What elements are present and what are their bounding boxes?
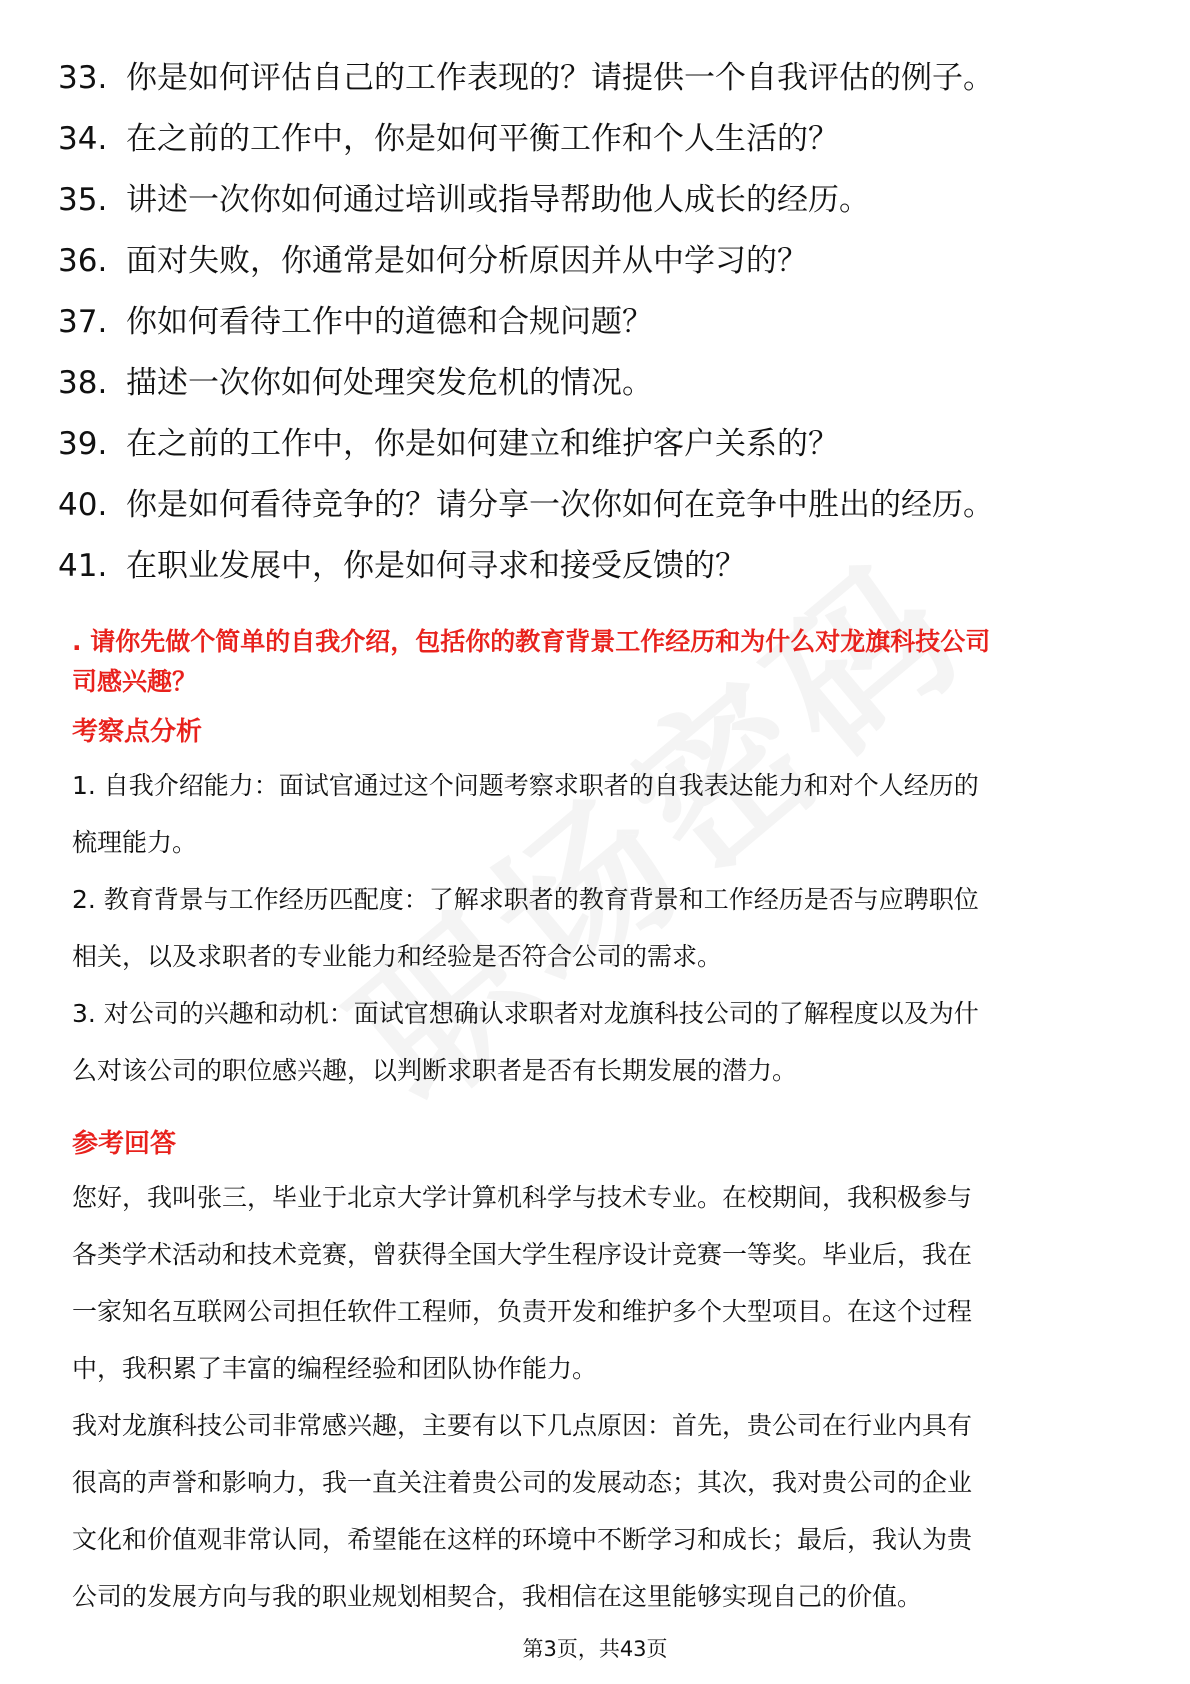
analysis-heading bbox=[72, 712, 1122, 752]
analysis-list bbox=[72, 757, 1122, 1099]
answer-line: 我对龙旗科技公司非常感兴趣，主要有以下几点原因：首先，贵公司在行业内具有 bbox=[72, 1411, 973, 1440]
list-item bbox=[58, 414, 1148, 475]
question-list bbox=[58, 48, 1148, 597]
question-number: 34. bbox=[58, 121, 108, 157]
question-heading bbox=[72, 622, 1122, 702]
question-text: 你是如何评估自己的工作表现的？请提供一个自我评估的例子。 bbox=[126, 60, 994, 96]
question-number: 41. bbox=[58, 548, 108, 584]
question-number: 37. bbox=[58, 304, 108, 340]
page-number: 第3页，共43页 bbox=[522, 1637, 668, 1661]
question-text: 你如何看待工作中的道德和合规问题？ bbox=[126, 304, 653, 340]
answer-line: 中，我积累了丰富的编程经验和团队协作能力。 bbox=[72, 1354, 598, 1383]
analysis-line: 1. 自我介绍能力：面试官通过这个问题考察求职者的自我表达能力和对个人经历的 bbox=[72, 771, 979, 800]
answer-line: 一家知名互联网公司担任软件工程师，负责开发和维护多个大型项目。在这个过程 bbox=[72, 1297, 973, 1326]
answer-line: 公司的发展方向与我的职业规划相契合，我相信在这里能够实现自己的价值。 bbox=[72, 1582, 923, 1611]
answer-body bbox=[72, 1169, 1122, 1625]
analysis-line: 3. 对公司的兴趣和动机：面试官想确认求职者对龙旗科技公司的了解程度以及为什 bbox=[72, 999, 979, 1028]
question-text: 讲述一次你如何通过培训或指导帮助他人成长的经历。 bbox=[126, 182, 870, 218]
analysis-title: 考察点分析 bbox=[72, 717, 203, 747]
question-text: 描述一次你如何处理突发危机的情况。 bbox=[126, 365, 653, 401]
question-number: 35. bbox=[58, 182, 108, 218]
answer-line: 您好，我叫张三，毕业于北京大学计算机科学与技术专业。在校期间，我积极参与 bbox=[72, 1183, 973, 1212]
question-text: 在之前的工作中，你是如何平衡工作和个人生活的？ bbox=[126, 121, 839, 157]
question-heading-line: 司感兴趣？ bbox=[72, 667, 198, 696]
answer-line: 文化和价值观非常认同，希望能在这样的环境中不断学习和成长；最后，我认为贵 bbox=[72, 1525, 973, 1554]
question-number: 38. bbox=[58, 365, 108, 401]
list-item bbox=[58, 231, 1148, 292]
list-item bbox=[58, 48, 1148, 109]
analysis-line: 相关，以及求职者的专业能力和经验是否符合公司的需求。 bbox=[72, 942, 723, 971]
question-text: 在之前的工作中，你是如何建立和维护客户关系的？ bbox=[126, 426, 839, 462]
question-text: 在职业发展中，你是如何寻求和接受反馈的？ bbox=[126, 548, 746, 584]
analysis-line: 么对该公司的职位感兴趣，以判断求职者是否有长期发展的潜力。 bbox=[72, 1056, 798, 1085]
question-heading-line: . 请你先做个简单的自我介绍，包括你的教育背景工作经历和为什么对龙旗科技公司 bbox=[72, 627, 991, 656]
list-item bbox=[58, 109, 1148, 170]
answer-line: 很高的声誉和影响力，我一直关注着贵公司的发展动态；其次，我对贵公司的企业 bbox=[72, 1468, 973, 1497]
answer-heading bbox=[72, 1124, 1122, 1164]
question-number: 36. bbox=[58, 243, 108, 279]
list-item bbox=[58, 170, 1148, 231]
answer-title: 参考回答 bbox=[72, 1129, 177, 1159]
analysis-line: 梳理能力。 bbox=[72, 828, 198, 857]
list-item bbox=[58, 475, 1148, 536]
analysis-line: 2. 教育背景与工作经历匹配度：了解求职者的教育背景和工作经历是否与应聘职位 bbox=[72, 885, 979, 914]
question-number: 33. bbox=[58, 60, 108, 96]
question-number: 40. bbox=[58, 487, 108, 523]
question-text: 面对失败，你通常是如何分析原因并从中学习的？ bbox=[126, 243, 808, 279]
list-item bbox=[58, 536, 1148, 597]
question-number: 39. bbox=[58, 426, 108, 462]
question-text: 你是如何看待竞争的？请分享一次你如何在竞争中胜出的经历。 bbox=[126, 487, 994, 523]
list-item bbox=[58, 353, 1148, 414]
list-item bbox=[58, 292, 1148, 353]
answer-line: 各类学术活动和技术竞赛，曾获得全国大学生程序设计竞赛一等奖。毕业后，我在 bbox=[72, 1240, 973, 1269]
